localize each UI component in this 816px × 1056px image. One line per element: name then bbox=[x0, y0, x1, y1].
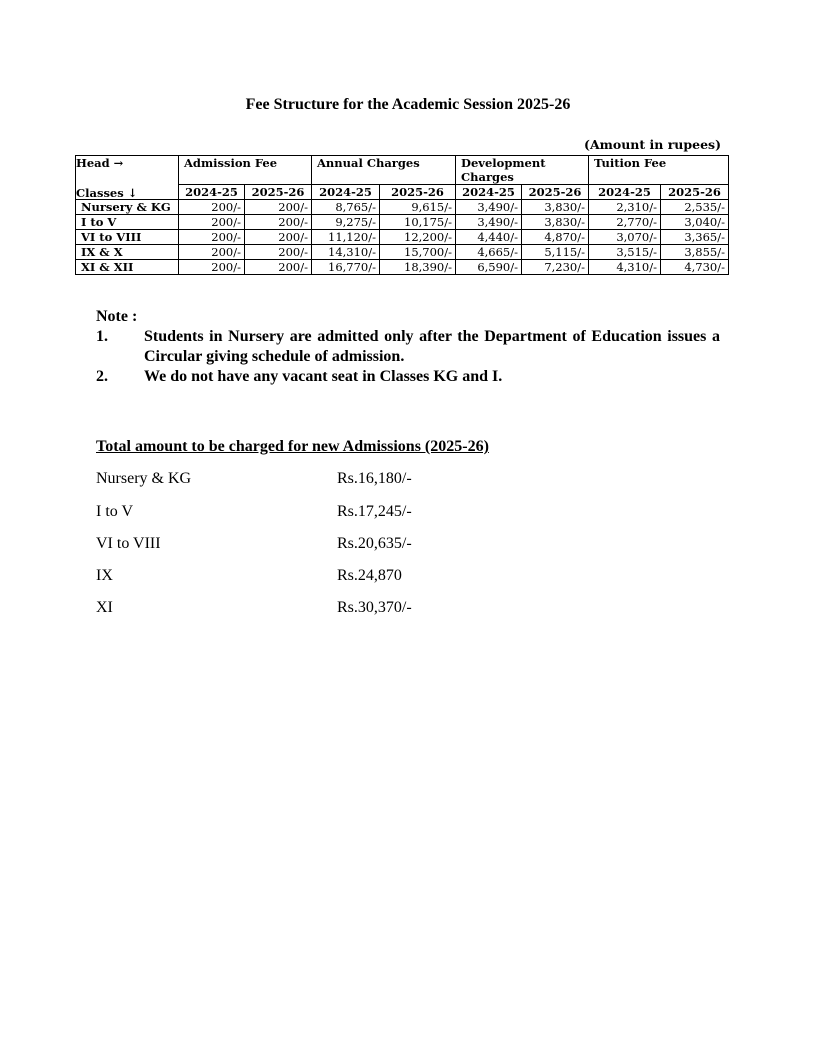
fee-cell: 3,365/- bbox=[661, 230, 729, 245]
head-label: Head → bbox=[76, 156, 124, 170]
head-label-cell bbox=[76, 156, 179, 200]
note-item bbox=[96, 327, 720, 367]
year-header: 2024-25 bbox=[456, 185, 522, 200]
fee-cell: 3,830/- bbox=[522, 215, 589, 230]
head-tuition-fee: Tuition Fee bbox=[589, 156, 729, 185]
total-row bbox=[96, 599, 496, 619]
fee-cell: 200/- bbox=[245, 230, 312, 245]
fee-cell: 2,535/- bbox=[661, 200, 729, 215]
table-row bbox=[76, 245, 729, 260]
fee-cell: 4,870/- bbox=[522, 230, 589, 245]
fee-cell: 4,440/- bbox=[456, 230, 522, 245]
head-development-charges: Development Charges bbox=[456, 156, 589, 185]
fee-cell: 3,490/- bbox=[456, 200, 522, 215]
note-number: 1. bbox=[96, 328, 108, 345]
fee-cell: 14,310/- bbox=[312, 245, 380, 260]
note-number: 2. bbox=[96, 368, 108, 385]
totals-title: Total amount to be charged for new Admissions (2025-26) bbox=[96, 438, 489, 455]
class-cell: Nursery & KG bbox=[76, 200, 179, 215]
amount-unit-note: (Amount in rupees) bbox=[584, 137, 721, 152]
total-row bbox=[96, 535, 496, 555]
fee-cell: 3,830/- bbox=[522, 200, 589, 215]
class-cell: I to V bbox=[76, 215, 179, 230]
fee-cell: 3,070/- bbox=[589, 230, 661, 245]
year-header: 2025-26 bbox=[522, 185, 589, 200]
total-amount: Rs.30,370/- bbox=[337, 599, 412, 616]
total-amount: Rs.17,245/- bbox=[337, 503, 412, 520]
fee-cell: 8,765/- bbox=[312, 200, 380, 215]
total-amount: Rs.16,180/- bbox=[337, 470, 412, 487]
fee-cell: 15,700/- bbox=[380, 245, 456, 260]
year-header: 2025-26 bbox=[380, 185, 456, 200]
fee-cell: 200/- bbox=[245, 200, 312, 215]
total-class-label: XI bbox=[96, 599, 113, 616]
fee-cell: 6,590/- bbox=[456, 260, 522, 275]
total-row bbox=[96, 503, 496, 523]
fee-cell: 10,175/- bbox=[380, 215, 456, 230]
classes-label: Classes ↓ bbox=[76, 185, 138, 200]
table-row bbox=[76, 200, 729, 215]
notes-section bbox=[96, 307, 720, 387]
year-header: 2025-26 bbox=[245, 185, 312, 200]
total-row bbox=[96, 567, 496, 587]
fee-cell: 3,515/- bbox=[589, 245, 661, 260]
note-text: We do not have any vacant seat in Classes KG and I. bbox=[144, 368, 503, 385]
fee-cell: 9,615/- bbox=[380, 200, 456, 215]
fee-cell: 200/- bbox=[179, 230, 245, 245]
fee-cell: 7,230/- bbox=[522, 260, 589, 275]
year-header: 2025-26 bbox=[661, 185, 729, 200]
fee-cell: 3,040/- bbox=[661, 215, 729, 230]
class-cell: XI & XII bbox=[76, 260, 179, 275]
total-amount: Rs.24,870 bbox=[337, 567, 402, 584]
fee-cell: 200/- bbox=[179, 215, 245, 230]
head-annual-charges: Annual Charges bbox=[312, 156, 456, 185]
fee-cell: 18,390/- bbox=[380, 260, 456, 275]
total-class-label: Nursery & KG bbox=[96, 470, 192, 487]
fee-cell: 200/- bbox=[245, 260, 312, 275]
fee-cell: 200/- bbox=[179, 200, 245, 215]
fee-table bbox=[75, 155, 729, 275]
fee-cell: 4,730/- bbox=[661, 260, 729, 275]
fee-cell: 11,120/- bbox=[312, 230, 380, 245]
note-text: Students in Nursery are admitted only after the Department of Education issues a Circular giving schedule of admission. bbox=[144, 328, 720, 365]
year-header: 2024-25 bbox=[179, 185, 245, 200]
fee-cell: 2,770/- bbox=[589, 215, 661, 230]
page-title: Fee Structure for the Academic Session 2025-26 bbox=[245, 96, 571, 113]
year-header: 2024-25 bbox=[589, 185, 661, 200]
fee-cell: 16,770/- bbox=[312, 260, 380, 275]
fee-cell: 12,200/- bbox=[380, 230, 456, 245]
fee-cell: 200/- bbox=[179, 245, 245, 260]
fee-cell: 9,275/- bbox=[312, 215, 380, 230]
fee-cell: 5,115/- bbox=[522, 245, 589, 260]
notes-title: Note : bbox=[96, 308, 138, 325]
table-row bbox=[76, 230, 729, 245]
fee-cell: 200/- bbox=[179, 260, 245, 275]
fee-cell: 200/- bbox=[245, 215, 312, 230]
head-admission-fee: Admission Fee bbox=[179, 156, 312, 185]
total-class-label: I to V bbox=[96, 503, 134, 520]
note-item bbox=[96, 367, 720, 387]
total-amount: Rs.20,635/- bbox=[337, 535, 412, 552]
year-header: 2024-25 bbox=[312, 185, 380, 200]
total-row bbox=[96, 470, 496, 490]
fee-cell: 200/- bbox=[245, 245, 312, 260]
table-row bbox=[76, 260, 729, 275]
class-cell: IX & X bbox=[76, 245, 179, 260]
fee-cell: 2,310/- bbox=[589, 200, 661, 215]
fee-cell: 4,310/- bbox=[589, 260, 661, 275]
fee-cell: 4,665/- bbox=[456, 245, 522, 260]
total-class-label: VI to VIII bbox=[96, 535, 161, 552]
fee-cell: 3,855/- bbox=[661, 245, 729, 260]
fee-cell: 3,490/- bbox=[456, 215, 522, 230]
class-cell: VI to VIII bbox=[76, 230, 179, 245]
table-row bbox=[76, 215, 729, 230]
total-class-label: IX bbox=[96, 567, 113, 584]
